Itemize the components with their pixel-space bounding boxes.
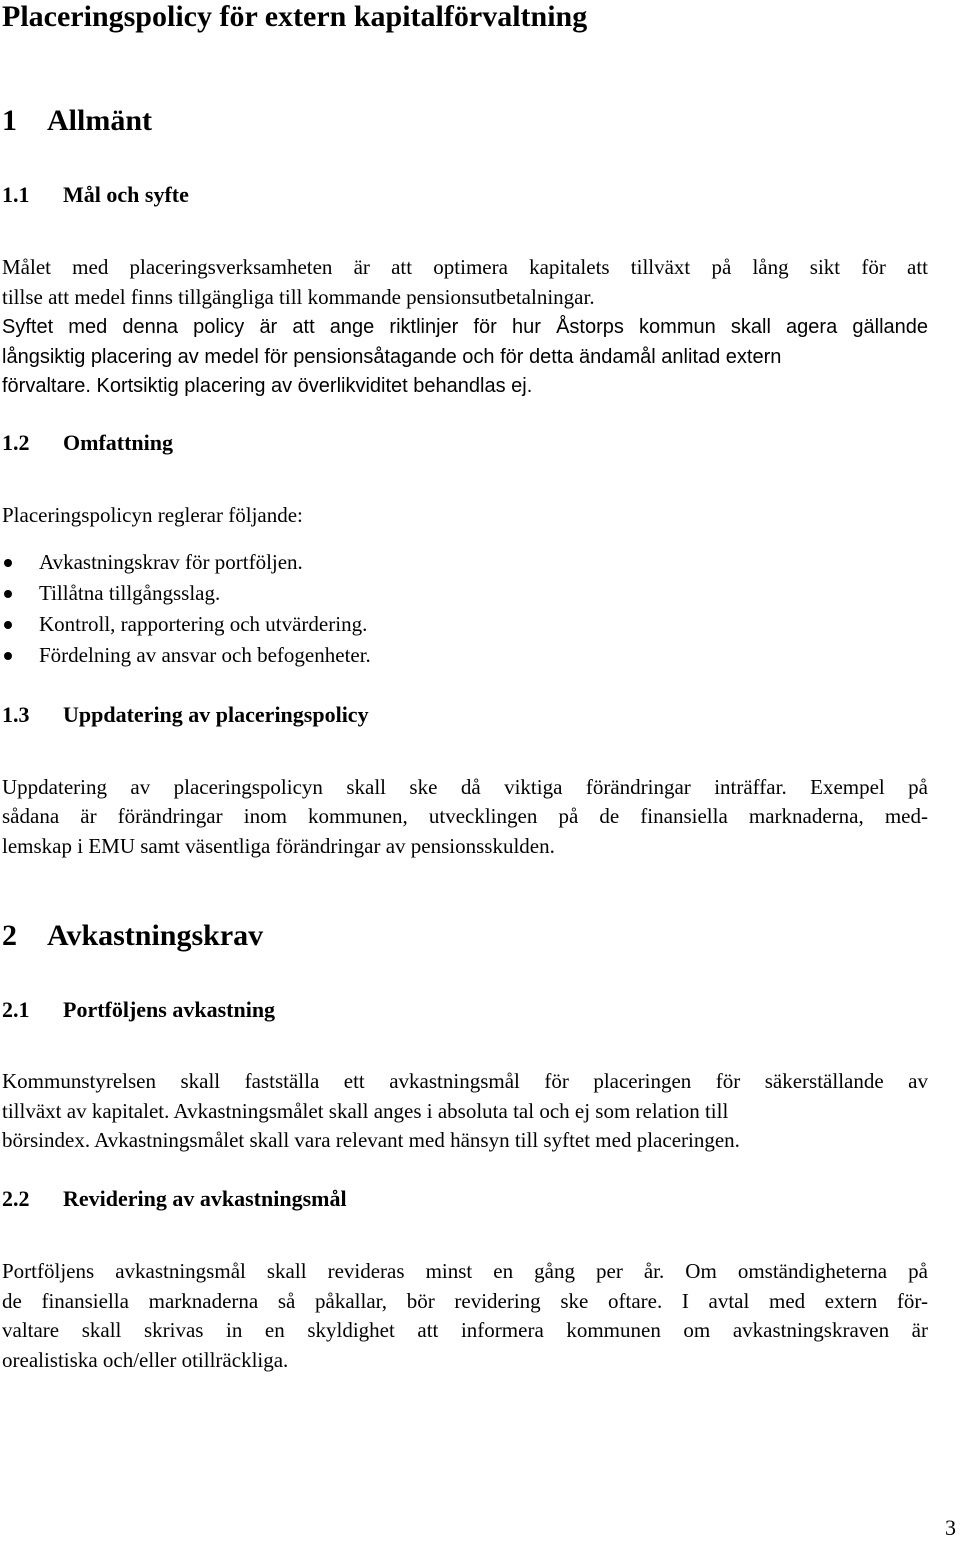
subsection-title: Mål och syfte (63, 182, 189, 207)
bullet-icon (4, 652, 12, 660)
subsection-2-1-heading (2, 995, 275, 1025)
paragraph-line: orealistiska och/eller otillräckliga. (2, 1348, 289, 1372)
list-item-text: Fördelning av ansvar och befogenheter. (39, 643, 371, 667)
subsection-title: Revidering av avkastningsmål (63, 1186, 347, 1211)
subsection-title: Portföljens avkastning (63, 997, 276, 1022)
list-item-text: Tillåtna tillgångsslag. (39, 581, 221, 605)
subsection-number: 1.1 (2, 182, 30, 207)
list-item-text: Avkastningskrav för portföljen. (39, 550, 303, 574)
document-title: Placeringspolicy för extern kapitalförvaltning (2, 0, 588, 33)
list-intro: Placeringspolicyn reglerar följande: (2, 503, 303, 527)
list-item-text: Kontroll, rapportering och utvärdering. (39, 612, 368, 636)
subsection-number: 2.1 (2, 997, 30, 1022)
paragraph-line: de finansiella marknaderna så påkallar, bör revidering ske oftare. I avtal med extern för- (2, 1289, 928, 1313)
paragraph-line: tillse att medel finns tillgängliga till kommande pensionsutbetalningar. (2, 285, 595, 309)
paragraph-line: Kommunstyrelsen skall fastställa ett avkastningsmål för placeringen för säkerställande av (2, 1069, 928, 1093)
bullet-icon (4, 621, 12, 629)
subsection-number: 2.2 (2, 1186, 30, 1211)
paragraph-line: lemskap i EMU samt väsentliga förändringar av pensionsskulden. (2, 834, 555, 858)
paragraph-line: Uppdatering av placeringspolicyn skall ske då viktiga förändringar inträffar. Exempel på (2, 775, 928, 799)
subsection-1-2-heading (2, 428, 173, 458)
paragraph-line: långsiktig placering av medel för pensionsåtagande och för detta ändamål anlitad extern (2, 346, 782, 368)
section-number: 2 (2, 919, 17, 952)
bullet-icon (4, 590, 12, 598)
section-title: Allmänt (47, 104, 152, 137)
subsection-2-2-heading (2, 1184, 347, 1214)
paragraph-line: förvaltare. Kortsiktig placering av överlikviditet behandlas ej. (2, 375, 533, 397)
page-number: 3 (945, 1515, 956, 1540)
section-2-heading (2, 916, 263, 956)
section-1-heading (2, 101, 152, 141)
subsection-number: 1.3 (2, 702, 30, 727)
section-title: Avkastningskrav (47, 919, 264, 952)
subsection-title: Uppdatering av placeringspolicy (63, 702, 369, 727)
subsection-title: Omfattning (63, 430, 173, 455)
subsection-number: 1.2 (2, 430, 30, 455)
paragraph-line: sådana är förändringar inom kommunen, utvecklingen på de finansiella marknaderna, med- (2, 804, 928, 828)
section-number: 1 (2, 104, 17, 137)
paragraph-line: Portföljens avkastningsmål skall revideras minst en gång per år. Om omständigheterna på (2, 1259, 928, 1283)
subsection-1-1-heading (2, 180, 189, 210)
paragraph-line: börsindex. Avkastningsmålet skall vara relevant med hänsyn till syftet med placeringen. (2, 1128, 740, 1152)
paragraph-line: valtare skall skrivas in en skyldighet att informera kommunen om avkastningskraven är (2, 1318, 928, 1342)
paragraph-line: Målet med placeringsverksamheten är att optimera kapitalets tillväxt på lång sikt för att (2, 255, 928, 279)
subsection-1-3-heading (2, 700, 369, 730)
paragraph-line: tillväxt av kapitalet. Avkastningsmålet skall anges i absoluta tal och ej som relation till (2, 1099, 729, 1123)
bullet-icon (4, 559, 12, 567)
paragraph-line: Syftet med denna policy är att ange riktlinjer för hur Åstorps kommun skall agera gällande (2, 316, 928, 338)
